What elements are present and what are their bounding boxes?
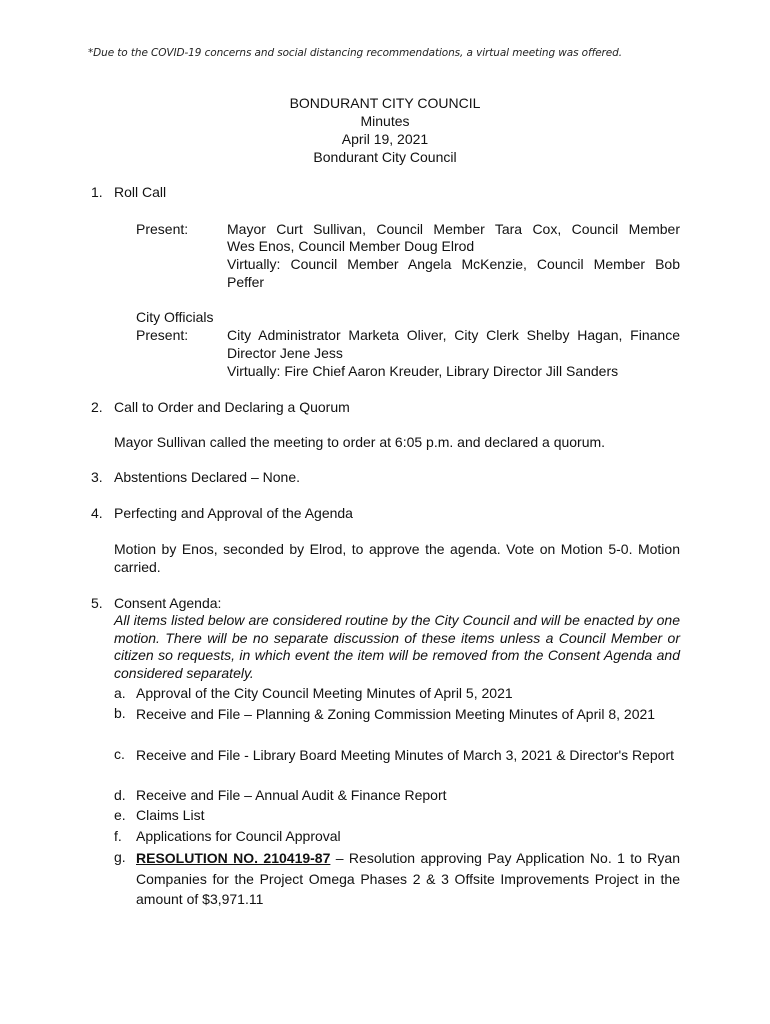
- consent-intro: All items listed below are considered routine by the City Council and will be enacted by one motion. There will be no separate discussion of these items unless a Council Member or citizen so requests, in which event the item will be removed from the Consent Agenda and considered separately.: [114, 612, 680, 681]
- item-2-number: 2.: [91, 399, 103, 415]
- consent-b-letter: b.: [114, 705, 126, 721]
- item-2-body: Mayor Sullivan called the meeting to order at 6:05 p.m. and declared a quorum.: [114, 434, 606, 450]
- consent-a-text: Approval of the City Council Meeting Minutes of April 5, 2021: [136, 685, 513, 701]
- officials-label-2: Present:: [136, 327, 189, 343]
- consent-c-letter: c.: [114, 746, 125, 762]
- item-1-number: 1.: [91, 184, 103, 200]
- consent-f-text: Applications for Council Approval: [136, 828, 341, 844]
- present-label: Present:: [136, 221, 189, 237]
- officials-line-2: Director Jene Jess: [227, 345, 343, 361]
- item-3-number: 3.: [91, 469, 103, 485]
- item-5-number: 5.: [91, 595, 103, 611]
- officials-label-1: City Officials: [136, 309, 214, 325]
- present-line-1: Mayor Curt Sullivan, Council Member Tara Cox, Council Member: [227, 221, 680, 237]
- consent-e-letter: e.: [114, 807, 126, 823]
- consent-d-letter: d.: [114, 787, 126, 803]
- covid-notice: *Due to the COVID-19 concerns and social distancing recommendations, a virtual meeting was offered.: [88, 47, 622, 59]
- present-virtual-1: Virtually: Council Member Angela McKenzie, Council Member Bob: [227, 256, 680, 272]
- present-virtual-2: Peffer: [227, 274, 265, 290]
- consent-g-text: – Resolution approving Pay Application No. 1 to Ryan Companies for the Project Omega Phases 2 & 3 Offsite Improvements Project in the amount of $3,971.11: [136, 850, 680, 907]
- consent-a-letter: a.: [114, 685, 126, 701]
- meeting-body: Bondurant City Council: [313, 149, 457, 165]
- item-4-number: 4.: [91, 505, 103, 521]
- item-3-title: Abstentions Declared – None.: [114, 469, 300, 485]
- item-4-body: Motion by Enos, seconded by Elrod, to approve the agenda. Vote on Motion 5-0. Motion carried.: [114, 541, 680, 575]
- org-title: BONDURANT CITY COUNCIL: [289, 95, 481, 111]
- consent-e-text: Claims List: [136, 807, 205, 823]
- present-line-2: Wes Enos, Council Member Doug Elrod: [227, 238, 475, 254]
- consent-f-letter: f.: [114, 828, 122, 844]
- consent-b-text: Receive and File – Planning & Zoning Commission Meeting Minutes of April 8, 2021: [136, 706, 656, 722]
- item-1-title: Roll Call: [114, 184, 167, 200]
- consent-d-text: Receive and File – Annual Audit & Finance Report: [136, 787, 447, 803]
- officials-line-1: City Administrator Marketa Oliver, City Clerk Shelby Hagan, Finance: [227, 327, 680, 343]
- officials-virtual: Virtually: Fire Chief Aaron Kreuder, Library Director Jill Sanders: [227, 363, 619, 379]
- item-4-title: Perfecting and Approval of the Agenda: [114, 505, 353, 521]
- resolution-number: RESOLUTION NO. 210419-87: [136, 850, 331, 866]
- item-5-title: Consent Agenda:: [114, 595, 222, 611]
- consent-g-letter: g.: [114, 849, 126, 865]
- consent-g-paragraph: [136, 848, 680, 910]
- item-2-title: Call to Order and Declaring a Quorum: [114, 399, 350, 415]
- consent-c-text: Receive and File - Library Board Meeting Minutes of March 3, 2021 & Director's Report: [136, 747, 675, 763]
- meeting-date: April 19, 2021: [341, 131, 429, 147]
- doc-type: Minutes: [360, 113, 410, 129]
